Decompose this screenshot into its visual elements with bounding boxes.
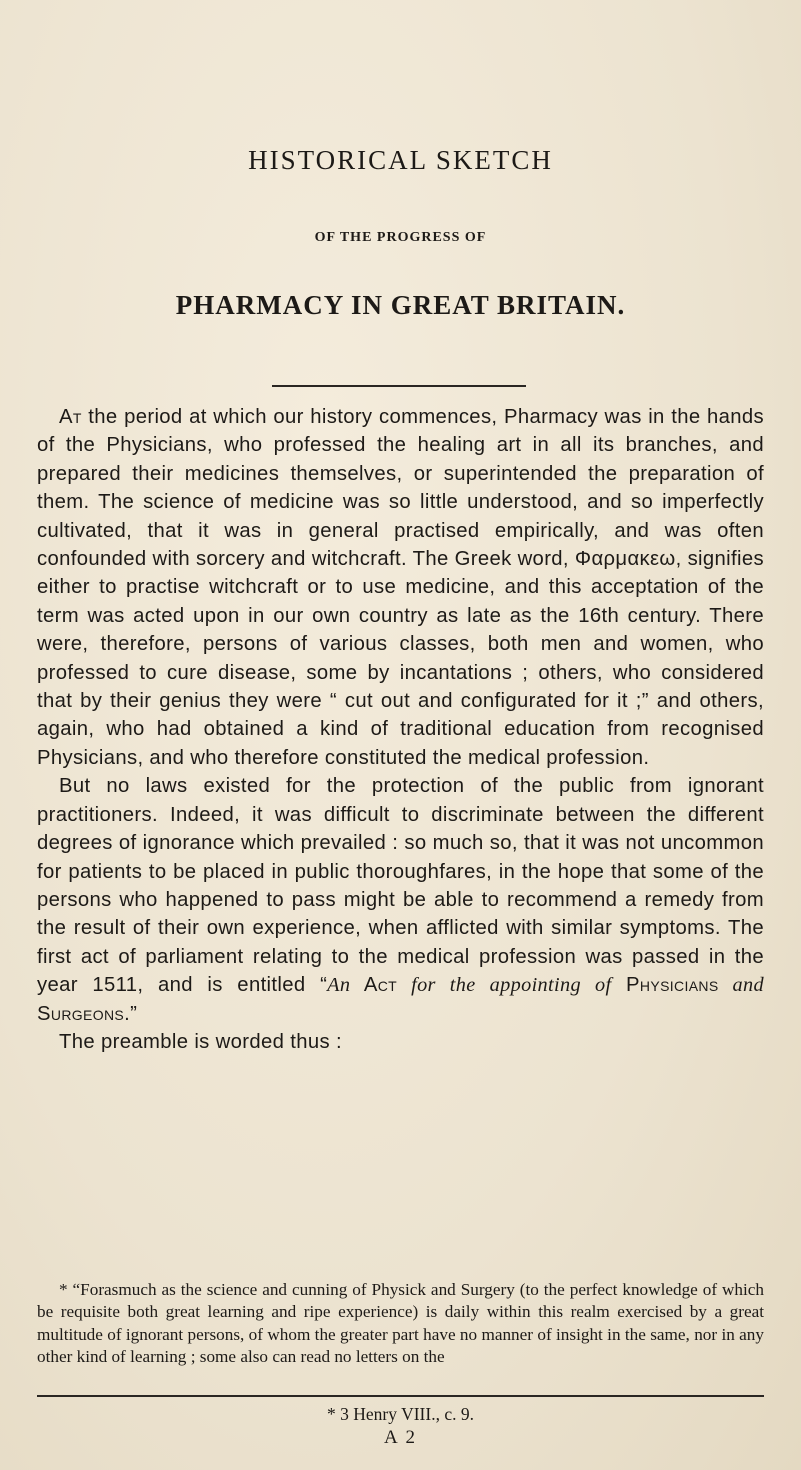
act-title-for: for the appointing of [397, 974, 612, 997]
act-title-and: and [718, 974, 764, 997]
signature-mark: A 2 [384, 1427, 417, 1448]
page-subject: PHARMACY IN GREAT BRITAIN. [175, 290, 626, 320]
paragraph-1-text: the period at which our history commences, Pharmacy was in the hands of the Physicians, who professed the healing art in all its branches, and prepared their medicines themselves, or superintended the preparation of them. The science of medicine was so little understood, and so imperfectly cultivated, that it was in general practised empirically, and was often confounded with sorcery and witchcraft. The Greek word, Φαρμακεω, signifies either to practise witchcraft or to use medicine, and this acceptation of the term was acted upon in our own country as late as the 16th century. There were, therefore, persons of various classes, both men and women, who professed to cure disease, some by incantations ; others, who considered that by their genius they were “ cut out and configurated for it ;” and others, again, who had obtained a kind of traditional education from recognised Physicians, and who therefore constituted the medical profession. [37, 406, 764, 769]
paragraph-1-lead: At [59, 406, 82, 428]
paragraph-2 [37, 772, 764, 1028]
paragraph-3: The preamble is worded thus : [59, 1030, 342, 1053]
quoted-preamble-text: * “Forasmuch as the science and cunning of Physick and Surgery (to the perfect knowledge of which be requisite both great learning and ripe experience) is daily within this realm exercised by a great multitude of ignorant persons, of whom the greater part have no manner of insight in the same, nor in any other kind of learning ; some also can read no letters on the [37, 1280, 764, 1366]
act-title-physicians: Physicians [611, 974, 719, 997]
citation-note: * 3 Henry VIII., c. 9. [327, 1404, 474, 1424]
page-subtitle: OF THE PROGRESS OF [314, 230, 487, 245]
main-text [37, 403, 764, 1056]
act-title-surgeons: Surgeons.” [37, 1002, 138, 1025]
act-title-act: Act [350, 974, 398, 997]
page-title: HISTORICAL SKETCH [248, 145, 553, 175]
act-title-an: An [327, 974, 351, 997]
footnote-divider [37, 1395, 764, 1397]
paragraph-1 [37, 403, 764, 772]
paragraph-2-text: But no laws existed for the protection of the public from ignorant practitioners. Indeed, it was difficult to discriminate between the different degrees of ignorance which prevailed : so much so, that it was not uncommon for patients to be placed in public thoroughfares, in the hope that some of the persons who happened to pass might be able to recommend a remedy from the result of their own experience, when afflicted with similar symptoms. The first act of parliament relating to the medical profession was passed in the year 1511, and is entitled “ [37, 775, 764, 997]
title-divider [272, 385, 526, 387]
quoted-preamble [37, 1279, 764, 1368]
